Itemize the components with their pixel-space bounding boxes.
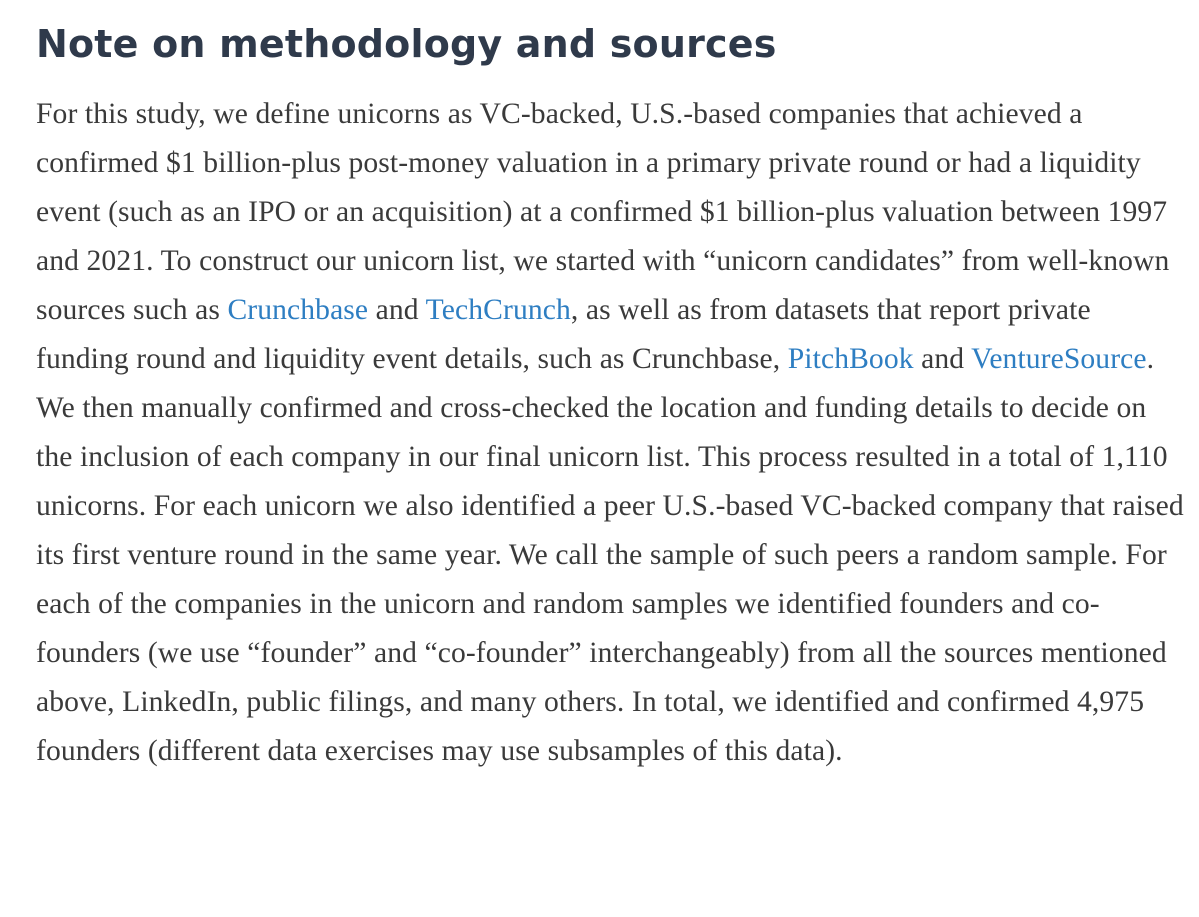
- paragraph-text: and: [368, 294, 426, 326]
- article: [36, 14, 1186, 776]
- paragraph-text: and: [913, 343, 972, 375]
- paragraph-text: For this study, we define unicorns as VC-backed, U.S.-based companies that achieved a confirmed $1 billion-plus post-money valuation in a primary private round or had a liquidity event (such as an IPO or an acquisition) at a confirmed $1 billion-plus valuation between 1997 and 2021. To construct our unicorn list, we started with “unicorn candidates” from well-known sources such as: [36, 98, 1170, 326]
- crunchbase-link[interactable]: Crunchbase: [227, 294, 369, 326]
- section-heading: Note on methodology and sources: [36, 22, 777, 66]
- venturesource-link[interactable]: VentureSource: [971, 343, 1147, 375]
- paragraph-text: . We then manually confirmed and cross-checked the location and funding details to decide on the inclusion of each company in our final unicorn list. This process resulted in a total of 1,110 unicorns. For each unicorn we also identified a peer U.S.-based VC-backed company that raised its first venture round in the same year. We call the sample of such peers a random sample. For each of the companies in the unicorn and random samples we identified founders and co-founders (we use “founder” and “co-founder” interchangeably) from all the sources mentioned above, LinkedIn, public filings, and many others. In total, we identified and confirmed 4,975 founders (different data exercises may use subsamples of this data).: [36, 343, 1184, 767]
- paragraph-text: , as well as from datasets that report private funding round and liquidity event details, such as Crunchbase,: [36, 294, 1091, 375]
- techcrunch-link[interactable]: TechCrunch: [425, 294, 571, 326]
- methodology-paragraph: [36, 90, 1186, 776]
- pitchbook-link[interactable]: PitchBook: [787, 343, 914, 375]
